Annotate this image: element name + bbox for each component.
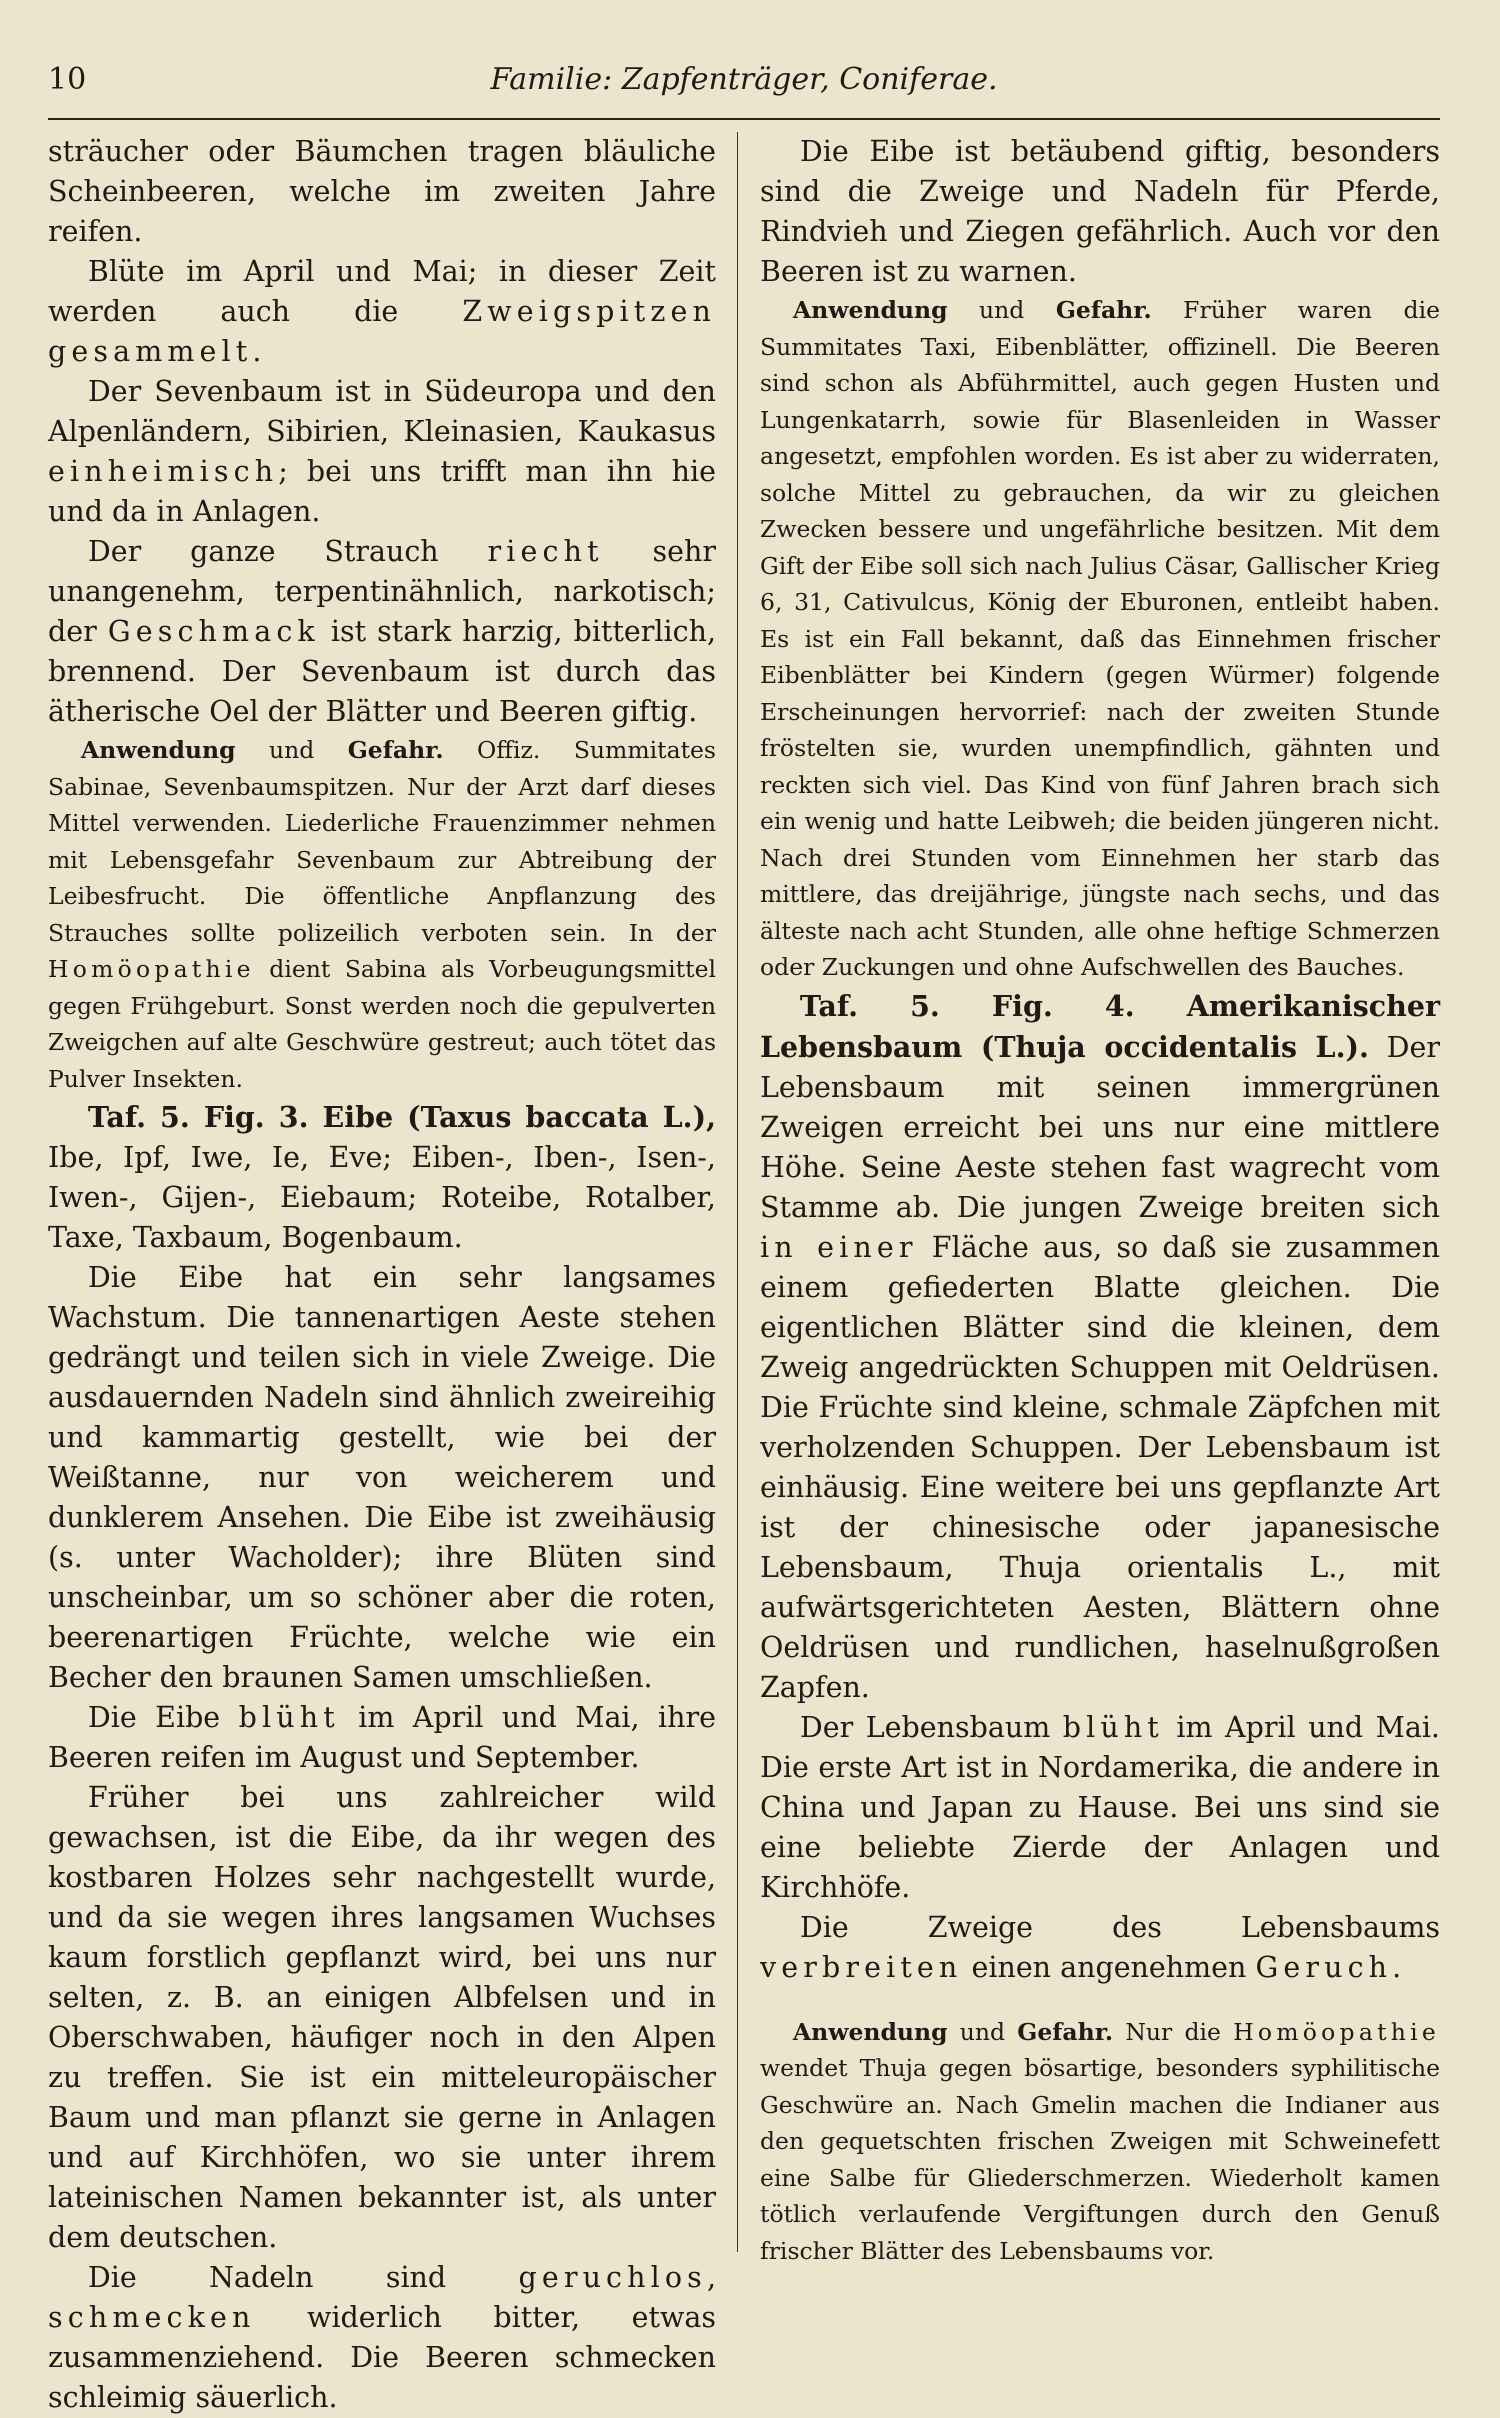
text-run: Die Zweige des Lebensbaums: [799, 1910, 1440, 1944]
right-paragraph-3: [760, 1908, 1440, 1988]
spaced-text: verbreiten: [760, 1950, 963, 1984]
text-run: Fläche aus, so daß sie zusammen einem gefiederten Blatte gleichen. Die eigentlichen Blätter sind die kleinen, dem Zweig angedrückten Schuppen mit Oeldrüsen. Die Früchte sind kleine, schmale Zäpfchen mit verholzenden Schuppen. Der Lebensbaum ist einhäusig. Eine weitere bei uns gepflanzte Art ist der chinesische oder japanesische Lebensbaum, Thuja orientalis L., mit aufwärtsgerichteten Aesten, Blättern ohne Oeldrüsen und rundlichen, haselnußgroßen Zapfen.: [760, 1230, 1440, 1704]
right-paragraph-2: [760, 1708, 1440, 1908]
right-usage-section-1: [760, 292, 1440, 986]
running-title: Familie: Zapfenträger, Coniferae.: [490, 62, 998, 97]
danger-heading: Gefahr.: [1017, 2017, 1114, 2046]
page-header: [48, 62, 1440, 112]
left-paragraph-4: [48, 532, 716, 732]
spaced-text: in einer: [760, 1230, 918, 1264]
text-run: Der Sevenbaum ist in Südeuropa und den Alpenländern, Sibirien, Kleinasien, Kaukasus: [48, 375, 716, 448]
usage-paragraph: [760, 2014, 1440, 2270]
text-run: sehr unangenehm, terpentinähnlich, narkotisch; der: [48, 535, 716, 648]
left-paragraph-8: [48, 2258, 716, 2418]
text-run: Der ganze Strauch: [87, 535, 488, 568]
spaced-text: blüht: [1062, 1710, 1164, 1744]
spaced-text: Homöopathie: [48, 955, 255, 983]
text-run: Früher waren die Summitates Taxi, Eibenblätter, offizinell. Die Beeren sind schon als Abführmittel, auch gegen Husten und Lungenkatarrh, sowie für Blasenleiden in Wasser angesetzt, empfohlen worden. Es ist aber zu widerraten, solche Mittel zu gebrauchen, da wir zu gleichen Zwecken bessere und ungefährliche besitzen. Mit dem Gift der Eibe soll sich nach Julius Cäsar, Gallischer Krieg 6, 31, Cativulcus, König der Eburonen, entleibt haben. Es ist ein Fall bekannt, daß das Einnehmen frischer Eibenblätter bei Kindern (gegen Würmer) folgende Erscheinungen hervorrief: nach der zweiten Stunde fröstelten sie, wurden unempfindlich, gähnten und reckten sich viel. Das Kind von fünf Jahren brach sich ein wenig und hatte Leibweh; die beiden jüngeren nicht. Nach drei Stunden vom Einnehmen her starb das mittlere, das dreijährige, jüngste nach sechs, und das älteste nach acht Stunden, alle ohne heftige Schmerzen oder Zuckungen und ohne Aufschwellen des Bauches.: [760, 296, 1440, 981]
left-column: [48, 132, 716, 2414]
usage-heading: Anwendung: [792, 296, 948, 324]
danger-heading: Gefahr.: [347, 736, 444, 764]
text-run: wendet Thuja gegen bösartige, besonders syphilitische Geschwüre an. Nach Gmelin machen die Indianer aus den gequetschten frischen Zweigen mit Schweinefett eine Salbe für Gliederschmerzen. Wiederholt kamen tötlich verlaufende Vergiftungen durch den Genuß frischer Blätter des Lebensbaums vor.: [760, 2054, 1440, 2265]
right-usage-section-2: [760, 2014, 1440, 2270]
text-run: ist stark harzig, bitterlich, brennend. Der Sevenbaum ist durch das ätherische Oel der Blätter und Beeren giftig.: [48, 615, 716, 728]
left-usage-section: [48, 732, 716, 1097]
left-paragraph-7: Früher bei uns zahlreicher wild gewachsen, ist die Eibe, da ihr wegen des kostbaren Holzes sehr nachgestellt wurde, und da sie wegen ihres langsamen Wuchses kaum forstlich gepflanzt wird, bei uns nur selten, z. B. an einigen Albfelsen und in Oberschwaben, häufiger noch in den Alpen zu treffen. Sie ist ein mitteleuropäischer Baum und man pflanzt sie gerne in Anlagen und auf Kirchhöfen, wo sie unter ihrem lateinischen Namen bekannter ist, als unter dem deutschen.: [48, 1781, 716, 2254]
section-gap: [760, 1988, 1440, 2014]
text-run: widerlich bitter, etwas zusammenziehend. Die Beeren schmecken schleimig säuerlich.: [48, 2301, 716, 2414]
left-paragraph-3: [48, 372, 716, 532]
text-run: dient Sabina als Vorbeugungsmittel gegen Frühgeburt. Sonst werden noch die gepulverten Zweigchen auf alte Geschwüre gestreut; auch tötet das Pulver Insekten.: [48, 955, 716, 1093]
left-paragraph-6: [48, 1698, 716, 1778]
header-rule: [48, 118, 1440, 120]
text-run: Blüte im April und Mai; in dieser Zeit werden auch die: [48, 255, 716, 328]
page-number: 10: [48, 62, 87, 97]
species-heading: Taf. 5. Fig. 4. Amerikanischer Lebensbaum (Thuja occidentalis L.).: [760, 988, 1440, 1064]
text-run: und: [947, 2017, 1018, 2046]
spaced-text: Geschmack: [107, 615, 320, 648]
left-paragraph-2: [48, 252, 716, 372]
text-run: und: [947, 296, 1056, 324]
text-run: Der Lebensbaum: [799, 1710, 1063, 1744]
spaced-text: geruchlos: [518, 2261, 707, 2294]
danger-heading: Gefahr.: [1055, 296, 1152, 324]
spaced-text: blüht: [238, 1701, 340, 1734]
left-section-heading-eibe: [48, 1097, 716, 1258]
usage-paragraph: [48, 732, 716, 1097]
usage-paragraph: [760, 292, 1440, 986]
text-run: ; bei uns trifft man ihn hie und da in Anlagen.: [48, 455, 716, 528]
spaced-text: Homöopathie: [1233, 2017, 1440, 2046]
text-run: einen angenehmen: [962, 1950, 1256, 1984]
text-run: und: [235, 736, 348, 764]
right-column: [760, 132, 1440, 2302]
text-run: Der Lebensbaum mit seinen immergrünen Zweigen erreicht bei uns nur eine mittlere Höhe. Seine Aeste stehen fast wagrecht vom Stamme ab. Die jungen Zweige breiten sich: [760, 1030, 1440, 1224]
usage-heading: Anwendung: [792, 2017, 948, 2046]
spaced-text: schmecken: [48, 2301, 256, 2334]
text-run: Nur die: [1113, 2017, 1234, 2046]
text-run: Ibe, Ipf, Iwe, Ie, Eve; Eiben-, Iben-, Isen-, Iwen-, Gijen-, Eiebaum; Roteibe, Rotalber, Taxe, Taxbaum, Bogenbaum.: [48, 1141, 716, 1254]
spaced-text: einheimisch: [48, 455, 279, 488]
left-paragraph-5: Die Eibe hat ein sehr langsames Wachstum. Die tannenartigen Aeste stehen gedrängt und teilen sich in viele Zweige. Die ausdauernden Nadeln sind ähnlich zweireihig und kammartig gestellt, wie bei der Weißtanne, nur von weicherem und dunklerem Ansehen. Die Eibe ist zweihäusig (s. unter Wacholder); ihre Blüten sind unscheinbar, um so schöner aber die roten, beerenartigen Früchte, welche wie ein Becher den braunen Samen umschließen.: [48, 1261, 716, 1694]
text-run: Die Eibe: [87, 1701, 239, 1734]
text-run: im April und Mai. Die erste Art ist in Nordamerika, die andere in China und Japan zu Hause. Bei uns sind sie eine beliebte Zierde der Anlagen und Kirchhöfe.: [760, 1710, 1440, 1904]
right-section-heading-lebensbaum: [760, 986, 1440, 1708]
text-run: Offiz. Summitates Sabinae, Sevenbaumspitzen. Nur der Arzt darf dieses Mittel verwenden. Liederliche Frauenzimmer nehmen mit Lebensgefahr Sevenbaum zur Abtreibung der Leibesfrucht. Die öffentliche Anpflanzung des Strauches sollte polizeilich verboten sein. In der: [48, 736, 716, 947]
text-run: ,: [706, 2261, 716, 2294]
left-paragraph-1: sträucher oder Bäumchen tragen bläuliche Scheinbeeren, welche im zweiten Jahre reifen.: [48, 135, 716, 248]
right-paragraph-1: Die Eibe ist betäubend giftig, besonders sind die Zweige und Nadeln für Pferde, Rindvieh und Ziegen gefährlich. Auch vor den Beeren ist zu warnen.: [760, 135, 1440, 288]
spaced-text: Zweigspitzen gesammelt.: [48, 295, 716, 368]
text-run: .: [1392, 1950, 1402, 1984]
species-heading: Taf. 5. Fig. 3. Eibe (Taxus baccata L.),: [87, 1100, 716, 1134]
spaced-text: riecht: [487, 535, 604, 568]
column-divider: [737, 132, 738, 2252]
text-run: Die Nadeln sind: [87, 2261, 519, 2294]
usage-heading: Anwendung: [80, 736, 236, 764]
text-run: im April und Mai, ihre Beeren reifen im August und September.: [48, 1701, 716, 1774]
spaced-text: Geruch: [1255, 1950, 1393, 1984]
